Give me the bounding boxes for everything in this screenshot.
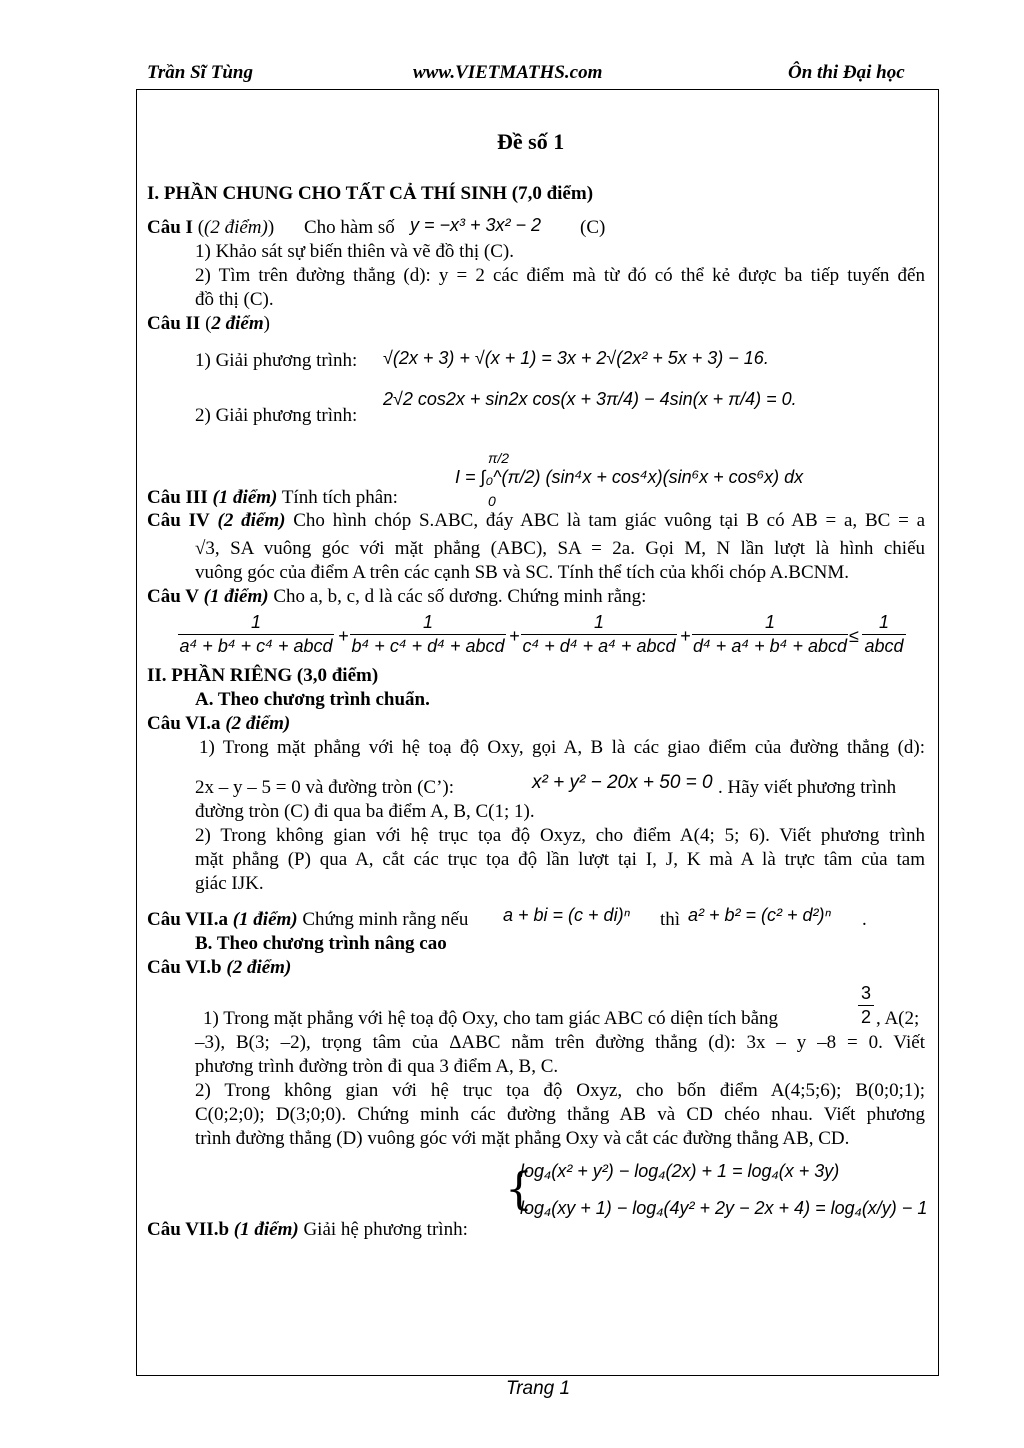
q5-relation: ≤ bbox=[849, 626, 859, 646]
q2-part1-formula: √(2x + 3) + √(x + 1) = 3x + 2√(2x² + 5x + 3) − 16. bbox=[383, 348, 769, 368]
q6a-part1-line3: đường tròn (C) đi qua ba điểm A, B, C(1; 1). bbox=[195, 801, 535, 822]
part2-a-heading: A. Theo chương trình chuẩn. bbox=[195, 689, 430, 710]
q3-upper-limit: π/2 bbox=[488, 450, 510, 466]
q7a-label: Câu VII.a bbox=[147, 909, 228, 930]
q2-line: Câu II (2 điểm) bbox=[147, 313, 270, 334]
q6a-part2-line3: giác IJK. bbox=[195, 873, 264, 894]
q6a-line bbox=[147, 713, 290, 735]
q1-part2-line2: đồ thị (C). bbox=[195, 289, 274, 310]
q6b-part1-line1: 1) Trong mặt phẳng với hệ toạ độ Oxy, cho tam giác ABC có diện tích bằng bbox=[203, 1008, 779, 1029]
q5-points: (1 điểm) bbox=[203, 586, 269, 607]
header-website: www.VIETMATHS.com bbox=[413, 62, 603, 83]
q6b-part1-line3: phương trình đường tròn đi qua 3 điểm A, B, C. bbox=[195, 1056, 559, 1077]
q6b-line bbox=[147, 957, 291, 979]
q6a-part1-tail: . Hãy viết phương trình bbox=[718, 777, 897, 798]
q3-formula: I = ∫₀^(π/2) (sin⁴x + cos⁴x)(sin⁶x + cos⁶x) dx bbox=[455, 467, 804, 487]
q5-fraction-2: 1 b⁴ + c⁴ + d⁴ + abcd bbox=[351, 612, 505, 656]
q3-label: Câu III bbox=[147, 487, 208, 508]
page-title: Đề số 1 bbox=[497, 129, 565, 154]
q7a-tail: . bbox=[862, 909, 867, 930]
q6b-label: Câu VI.b bbox=[147, 957, 222, 978]
q7b-equation-1: log₄(x² + y²) − log₄(2x) + 1 = log₄(x + 3y) bbox=[520, 1161, 840, 1181]
q5-label: Câu V bbox=[147, 586, 199, 607]
q7b-points: (1 điểm) bbox=[233, 1219, 299, 1240]
q2-label: Câu II bbox=[147, 313, 201, 334]
header-author: Trần Sĩ Tùng bbox=[147, 62, 253, 83]
q5-fraction-4: 1 d⁴ + a⁴ + b⁴ + abcd bbox=[693, 612, 847, 656]
q7b-lead: Giải hệ phương trình: bbox=[303, 1219, 468, 1240]
q7b-label: Câu VII.b bbox=[147, 1219, 230, 1240]
q1-points: ((2 điểm)) bbox=[197, 217, 275, 238]
q7a-formula-2: a² + b² = (c² + d²)ⁿ bbox=[688, 905, 832, 925]
q7b-system-brace: { bbox=[505, 1164, 533, 1215]
q5-lead: Cho a, b, c, d là các số dương. Chứng minh rằng: bbox=[273, 586, 647, 607]
q5-fraction-5: 1 abcd bbox=[862, 612, 906, 657]
q6b-part2-line3: trình đường thẳng (D) vuông góc với mặt phẳng Oxy và cắt các đường thẳng AB, CD. bbox=[195, 1128, 850, 1149]
q7a-points: (1 điểm) bbox=[232, 909, 298, 930]
q1-part2-line1: 2) Tìm trên đường thẳng (d): y = 2 các điểm mà từ đó có thể kẻ được ba tiếp tuyến đến bbox=[195, 265, 925, 286]
q3-lead: Tính tích phân: bbox=[281, 487, 398, 508]
part1-heading: I. PHẦN CHUNG CHO TẤT CẢ THÍ SINH (7,0 điểm) bbox=[147, 183, 594, 204]
q6a-part2-line2: mặt phẳng (P) qua A, cắt các trục tọa độ lần lượt tại I, J, K mà A là trực tâm của tam bbox=[195, 849, 925, 870]
q2-part2-lead: 2) Giải phương trình: bbox=[195, 405, 358, 426]
q7a-formula-1: a + bi = (c + di)ⁿ bbox=[503, 905, 631, 925]
q6b-part1-line2: –3), B(3; –2), trọng tâm của ΔABC nằm trên đường thẳng (d): 3x – y –8 = 0. Viết bbox=[195, 1032, 925, 1053]
q3-line bbox=[147, 487, 398, 509]
q6a-part2-line1: 2) Trong không gian với hệ trục tọa độ Oxyz, cho điểm A(4; 5; 6). Viết phương trình bbox=[195, 825, 925, 846]
q4-text1: Cho hình chóp S.ABC, đáy ABC là tam giác vuông tại B có AB = a, BC = a bbox=[293, 510, 926, 531]
q7a-lead: Chứng minh rằng nếu bbox=[302, 909, 469, 930]
q6b-part1-tail: , A(2; bbox=[876, 1008, 920, 1029]
q5-op-1: + bbox=[338, 626, 349, 646]
part2-b-heading: B. Theo chương trình nâng cao bbox=[195, 933, 447, 954]
q2-part2-formula: 2√2 cos2x + sin2x cos(x + 3π/4) − 4sin(x + π/4) = 0. bbox=[383, 389, 797, 409]
q7b-equation-2: log₄(xy + 1) − log₄(4y² + 2y − 2x + 4) = log₄(x/y) − 1 bbox=[520, 1198, 928, 1218]
q6a-part1-line1: 1) Trong mặt phẳng với hệ toạ độ Oxy, gọi A, B là các giao điểm của đường thẳng (d): bbox=[199, 737, 925, 758]
q6b-area-fraction: $\frac{3}{2}$ bbox=[858, 983, 874, 1028]
q5-fraction-1: 1 a⁴ + b⁴ + c⁴ + abcd bbox=[179, 612, 333, 656]
q1-tag: (C) bbox=[580, 217, 606, 238]
q3-lower-limit: 0 bbox=[488, 493, 496, 509]
page-number: Trang 1 bbox=[506, 1378, 571, 1399]
q1-lead: Cho hàm số bbox=[304, 217, 395, 238]
q7a-line bbox=[147, 909, 468, 931]
q1-label: Câu I bbox=[147, 217, 193, 238]
q4-points: (2 điểm) bbox=[217, 510, 286, 531]
q4-line3: vuông góc của điểm A trên các cạnh SB và SC. Tính thể tích của khối chóp A.BCNM. bbox=[195, 562, 849, 583]
q5-op-2: + bbox=[509, 626, 520, 646]
q6b-points: (2 điểm) bbox=[226, 957, 292, 978]
q3-points: (1 điểm) bbox=[212, 487, 278, 508]
part2-heading: II. PHẦN RIÊNG (3,0 điểm) bbox=[147, 665, 379, 686]
q1-line bbox=[147, 217, 274, 239]
q1-part1: 1) Khảo sát sự biến thiên và vẽ đồ thị (C). bbox=[195, 241, 514, 262]
q6b-part2-line1: 2) Trong không gian với hệ trục tọa độ Oxyz, cho bốn điểm A(4;5;6); B(0;0;1); bbox=[195, 1080, 925, 1101]
q1-formula: y = −x³ + 3x² − 2 bbox=[410, 215, 542, 235]
q2-part1-lead: 1) Giải phương trình: bbox=[195, 350, 358, 371]
q4-line1 bbox=[147, 510, 925, 532]
q5-fraction-3: 1 c⁴ + d⁴ + a⁴ + abcd bbox=[522, 612, 676, 656]
q5-op-3: + bbox=[680, 626, 691, 646]
header-subject: Ôn thi Đại học bbox=[788, 62, 905, 83]
q7b-line bbox=[147, 1219, 468, 1241]
q7a-mid: thì bbox=[660, 909, 681, 930]
q6a-part1-lead: 2x – y – 5 = 0 và đường tròn (C’): bbox=[195, 777, 455, 798]
q6a-circle-formula: x² + y² − 20x + 50 = 0 bbox=[532, 772, 713, 793]
q4-line2: √3, SA vuông góc với mặt phẳng (ABC), SA = 2a. Gọi M, N lần lượt là hình chiếu bbox=[195, 538, 925, 559]
q6a-points: (2 điểm) bbox=[225, 713, 291, 734]
q5-line bbox=[147, 586, 646, 608]
q2-points: 2 điểm bbox=[211, 313, 264, 334]
q6a-label: Câu VI.a bbox=[147, 713, 221, 734]
q4-label: Câu IV bbox=[147, 510, 210, 531]
q6b-part2-line2: C(0;2;0); D(3;0;0). Chứng minh các đường thẳng AB và CD chéo nhau. Viết phương bbox=[195, 1104, 925, 1125]
